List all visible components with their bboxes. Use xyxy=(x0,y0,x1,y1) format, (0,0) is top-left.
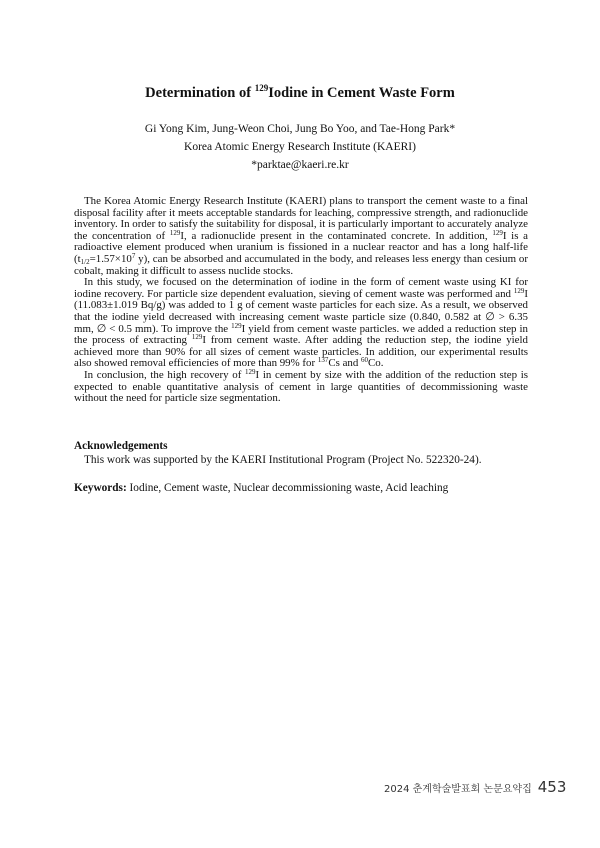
author-list: Gi Yong Kim, Jung-Weon Choi, Jung Bo Yoo, and Tae-Hong Park* xyxy=(144,123,456,135)
text-run: I from cement waste. After adding the reduction step, the iodine yield achieved more than 90% for all sizes of cement waste particles. In addition, our experimental results also showed removal efficiencies of more than 99% for xyxy=(74,334,528,370)
subscript: 1/2 xyxy=(80,257,90,266)
text-run: I yield from cement waste particles. we added a reduction step in the process of extracting xyxy=(74,322,529,347)
text-run: I in cement by size with the addition of the reduction step is expected to enable quantitative analysis of cement in large quantities of decommissioning waste without the need for particle size segmentation. xyxy=(74,368,528,405)
acknowledgements-text: This work was supported by the KAERI Institutional Program (Project No. 522320-24). xyxy=(84,454,482,466)
text-run: I (11.083±1.019 Bq/g) was added to 1 g of cement waste particles for each size. As a result, we observed that the iodine yield decreased with increasing cement waste particle size (0.840, 0.582 at ∅ > 6.35 mm, ∅ < 0.5 mm). To improve the xyxy=(74,287,528,335)
abstract-body xyxy=(74,196,528,405)
proceedings-title: 2024 춘계학술발표회 논문요약집 xyxy=(384,784,532,795)
text-run: Co. xyxy=(368,357,384,370)
superscript: 129 xyxy=(245,367,256,376)
superscript: 129 xyxy=(492,228,503,237)
superscript: 137 xyxy=(317,356,329,365)
keywords-list: Iodine, Cement waste, Nuclear decommissioning waste, Acid leaching xyxy=(126,482,449,494)
text-run: Cs and xyxy=(328,357,362,370)
title-prefix: Determination of xyxy=(145,85,255,101)
paragraph-conclusion xyxy=(74,367,528,405)
superscript: 129 xyxy=(513,286,525,295)
text-run: I, a radionuclide present in the contaminated concrete. In addition, xyxy=(180,229,493,242)
superscript: 129 xyxy=(191,333,203,342)
superscript: 7 xyxy=(131,251,136,260)
superscript: 60 xyxy=(361,356,369,365)
keywords-label: Keywords: xyxy=(74,482,127,494)
paragraph-intro xyxy=(74,196,528,277)
text-run: =1.57×10 xyxy=(89,252,132,265)
keywords-line xyxy=(74,482,448,495)
text-run: y), can be absorbed and accumulated in the body, and releases less energy than cesium or cobalt, making it difficult to assess nuclide stocks. xyxy=(74,252,528,277)
corresponding-email: *parktae@kaeri.re.kr xyxy=(251,159,349,171)
affiliation: Korea Atomic Energy Research Institute (KAERI) xyxy=(184,141,416,153)
text-run: The Korea Atomic Energy Research Institute (KAERI) plans to transport the cement waste to a final disposal facility after it meets acceptable standards for leaching, compressive strength, and radionuclide inventory. In order to satisfy the suitability for disposal, it is particularly important to accurately analyze the concentration of xyxy=(74,195,528,242)
title-isotope-mass: 129 xyxy=(254,83,269,93)
text-run: In this study, we focused on the determination of iodine in the form of cement waste using KI for iodine recovery. For particle size dependent evaluation, sieving of cement waste was performed and xyxy=(74,276,528,300)
paper-title xyxy=(0,84,600,102)
superscript: 129 xyxy=(231,321,242,330)
page-footer xyxy=(384,778,566,799)
text-run: I is a radioactive element produced when uranium is fissioned in a nuclear reactor and has a long half-life (t xyxy=(74,229,529,265)
page-number: 453 xyxy=(537,778,567,796)
paragraph-study xyxy=(74,277,528,370)
superscript: 129 xyxy=(169,228,181,237)
acknowledgements-heading: Acknowledgements xyxy=(74,440,168,452)
text-run: In conclusion, the high recovery of xyxy=(84,368,246,381)
title-suffix: Iodine in Cement Waste Form xyxy=(268,85,455,101)
